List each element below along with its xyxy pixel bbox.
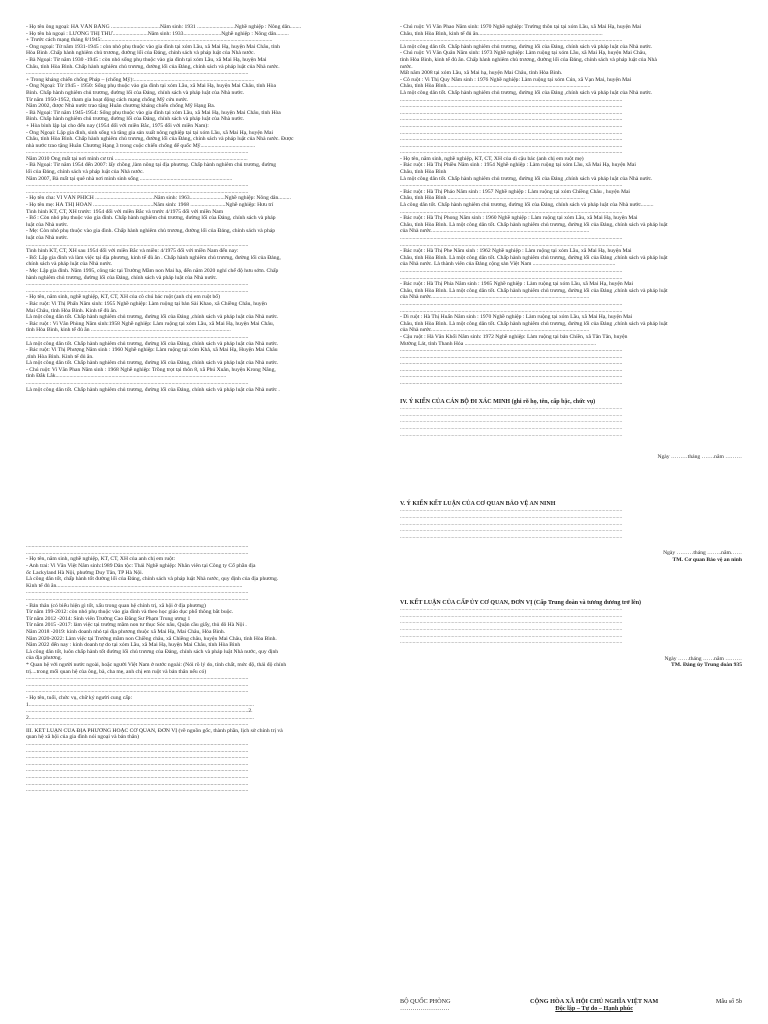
section-vi-title: VI. KẾT LUẬN CỦA CẤP ỦY CƠ QUAN, ĐƠN VỊ (Cấp Trung đoàn và tương đương trở lên) [400, 599, 642, 606]
text-line: ............................................................................................................................................................... [26, 589, 249, 596]
text-line: Năm 2018 -2019: kinh doanh nhỏ tại địa phương thuộc xã Mai Hạ, Mai Châu, Hòa Bình. [26, 628, 226, 635]
text-line: Tình hình KT, CT, XH trước: 1954 đối với miền Bắc và trước 4/1975 đối với miền Nam [26, 208, 224, 215]
text-line: Châu, tỉnh Hòa Bình. Là một công dân tốt. Chấp hành nghiêm chủ trương, đường lối của Đảng, chính sách và pháp luật [400, 221, 668, 228]
text-line: ............................................................................................................................................................... [400, 360, 623, 367]
text-line: Bình. Chấp hành nghiêm chủ trương, đường lối của Đảng, chính sách và pháp luật của Nhà nước. [26, 116, 245, 123]
dotted-line: ............................................................................................................................................................... [400, 606, 623, 613]
text-line: Là một công dân tốt. Chấp hành nghiêm chủ trương, đường lối của Đảng, chính sách và pháp luật của Nhà nước. [26, 340, 279, 347]
text-line: của Nhà nước................................................................................................................. [400, 228, 590, 235]
text-line: quan hệ xã hội của gia đình nói ngoại và bản thân) [26, 734, 139, 741]
text-line: - Bác ruột : Hà Thị Phong Năm sinh : 1960 Nghề nghiệp : Làm ruộng tại xóm Lầu, xã Mai Hạ, huyện Mai [400, 215, 638, 222]
republic-name: CỘNG HÒA XÃ HỘI CHỦ NGHĨA VIỆT NAM [530, 998, 659, 1005]
text-line: Mường Lát, tỉnh Thanh Hóa .............................................................................................. [400, 340, 597, 347]
text-line: luật của Nhà nước. [26, 235, 69, 241]
text-line: - Ông ngoại: Từ năm 1931-1945 : còn nhỏ phụ thuộc vào gia đình tại xóm Lầu, xã Mai Hạ, huyện Mai Châu, tỉnh [26, 43, 280, 50]
national-motto: Độc lập – Tự do – Hạnh phúc [555, 1005, 633, 1012]
text-line: Là một công dân tốt. Chấp hành nghiêm chủ trương, đường lối của Đảng ,chính sách và pháp luật của Nhà nước. [400, 89, 653, 96]
text-line: ............................................................................................................................................................... [400, 122, 623, 129]
text-line: Là công dân tốt, luôn chấp hành tốt đường lối chủ trương của Đảng, chính sách và pháp luật Nhà nước, quy định [26, 648, 279, 655]
text-line: ............................................................................................................................................................... [400, 149, 623, 156]
text-line: - Mẹ: Còn nhỏ phụ thuộc vào gia đình. Chấp hành nghiêm chủ trương, đường lối của Đảng, chính sách và pháp [26, 228, 276, 235]
text-line: của Nhà nước. Là thành viên của Đảng cộng sản Việt Nam ........................................................... [400, 261, 616, 268]
dotted-line: ............................................................................................................................................................... [400, 625, 623, 632]
text-line: - Bà Ngoại: Từ năm 1954 đến 2007: lấy chồng ,làm nông tại địa phương. Chấp hành nghiêm chủ trương, đường [26, 162, 277, 169]
text-line: Từ năm 199-2012: còn nhỏ phụ thuộc vào gia đình và theo học giáo dục phổ thông bắt buộc. [26, 609, 234, 616]
section-v-date: Ngày ………tháng ……..năm…… [663, 550, 742, 557]
text-line: Châu, tỉnh Hòa Bình. Chấp hành nghiêm chủ trương, đường lối của Đảng, chính sách và pháp luật của Nhà nước. [26, 63, 280, 70]
text-line: ............................................................................................................................................................... [26, 182, 249, 189]
text-line: - Bác ruột : Hà Thị Phiều Năm sinh : 1954 Nghề nghiệp : Làm ruộng tại xóm Lầu, xã Mai Hạ, huyện Mai [400, 162, 636, 169]
text-line: ............................................................................................................................................................... [400, 96, 623, 103]
text-line: - Cô ruột : Vi Thị Quy Năm sinh : 1976 Nghề nghiệp: Làm ruộng tại xóm Cún, xã Vạn Mai, huyện Mai [400, 76, 632, 83]
text-line: ............................................................................................................................................................... [26, 333, 249, 340]
text-line: Châu, tỉnh Hòa Bình. Là một công dân tốt. Chấp hành nghiêm chủ trương, đường lối của Đảng ,chính sách và pháp luật [400, 254, 668, 261]
text-line: tỉnh Đắk Lắk.......................................................................................................................... [26, 373, 227, 380]
text-line: ............................................................................................................................................................... [400, 353, 623, 360]
dotted-line: ............................................................................................................................................................... [400, 527, 623, 534]
text-line: + Trước cách mạng tháng 8/1945:.......................................................................................................................... [26, 37, 273, 44]
text-line: ............................................................................................................................................................... [400, 37, 623, 44]
dotted-line: ............................................................................................................................................................... [400, 520, 623, 527]
text-line: Từ năm 2012 -2014: Sinh viên Trường Cao Đẳng Sư Phạm Trung ương 1 [26, 615, 191, 622]
text-line: Là một công dân tốt. Chấp hành nghiêm chủ trương, đường lối của Đảng ,chính sách và pháp luật của Nhà nước. [26, 314, 279, 321]
text-line: Từ năm 1950-1952, tham gia hoạt động cách mạng chống Mỹ cứu nước. [26, 96, 189, 103]
section-v-signer: TM. Cơ quan Bảo vệ an ninh [672, 556, 742, 563]
text-line: - Chú ruột: Vi Văn Phao Năm sinh: 1970 Nghề nghiệp: Trường thôn tại tại xóm Lầu, xã Mai Hạ, huyện Mai [400, 24, 642, 30]
ministry-name: BỘ QUỐC PHÒNG [400, 998, 451, 1005]
dotted-line: ............................................................................................................................................................... [400, 418, 623, 425]
dotted-line: ............................................................................................................................................................... [400, 619, 623, 626]
text-line: - Họ tên bà ngoại : LƯƠNG THỊ THƯ.........................Năm sinh: 1933...........................Nghề nghiệp : Nông dân......... [26, 30, 289, 37]
text-line: Là công dân tốt. Chấp hành nghiêm chủ trương, đường lối của Đảng, chính sách và pháp luật của Nhà nước......... [400, 202, 654, 209]
text-line: - Mẹ: Lập gia đình. Năm 1995, công tác tại Trường Mầm non Mai hạ, đến năm 2020 nghỉ chế độ hưu sớm. Chấp [26, 267, 279, 274]
text-line: ............................................................................................................................................................... [400, 136, 623, 143]
text-line: Châu, tỉnh Hòa Bình. Chấp hành nghiêm chủ trương, đường lối của Đảng, chính sách và pháp luật của Nhà nước. Được [26, 136, 294, 143]
text-line: ...............................................................................................................................................................2. [26, 708, 253, 715]
text-line: Tình hình KT, CT, XH sau 1954 đối với miền Bắc và miền: 4/1975 đối với miền Nam đến nay: [26, 248, 239, 255]
text-line: Năm 2020-2022: Làm việc tại Trường mầm non Chiềng châu, xã Chiềng châu, huyện Mai Châu, tỉnh Hòa Bình. [26, 635, 277, 642]
text-line: ............................................................................................................................................................... [26, 688, 249, 695]
text-line: Năm 2010 Ông mất tại nơi mình cư trú ............................................................................................... [26, 155, 248, 162]
text-line: ............................................................................................................................................................... [26, 543, 249, 550]
text-line: - Chú ruột: Vi Văn Quân Năm sinh: 1973 Nghề nghiệp: Làm ruộng tại xóm Lầu, xã Mai Hạ, huyện Mai Châu, [400, 50, 647, 57]
text-line: lối của Đảng, chính sách và pháp luật của Nhà nước. [26, 169, 144, 176]
text-line: - Ông Ngoại: Lập gia đình, sinh sống và tăng gia sản xuất nông nghiệp tại tại xóm Lầu, xã Mai Hạ, huyện Mai [26, 129, 274, 136]
text-line: ............................................................................................................................................................... [26, 741, 249, 748]
text-line: - Họ tên mẹ: HÀ THỊ HOÀN ...........................................Năm sinh: 1968 .........................Nghề nghiệp: Hưu trí [26, 202, 274, 209]
left-column [26, 24, 370, 794]
text-line: 1................................................................................................................................................................. [26, 701, 254, 708]
text-line: Là một công dân tốt. Chấp hành nghiêm chủ trương, đường lối của Đảng ,chính sách và pháp luật của Nhà nước. [400, 175, 653, 182]
text-line: III. KẾT LUẬN CỦA ĐỊA PHƯƠNG HOẶC CƠ QUAN, ĐƠN VỊ (về nguồn gốc, thành phần, lịch sử chính trị và [26, 727, 283, 734]
text-line: - Chú ruột: Vi Văn Phan Năm sinh : 1968 Nghề nghiệp: Trồng trọt tại thôn 8, xã Phú Xuân, huyện Krong Năng, [26, 366, 276, 373]
text-line: - Bà Ngoại: Từ năm 1930 -1945 : còn nhỏ sống phụ thuộc vào gia đình tại xóm Lầu, xã Mai Hạ, huyện Mai [26, 56, 267, 63]
text-line: Từ năm 2015 -2017: làm việc tại trường mầm non tư thục Sóc nâu, Quận cầu giấy, thủ đô Hà Nội . [26, 622, 247, 629]
text-line: của Nhà nước................................................................................................................. [400, 294, 590, 301]
text-line: Châu, tỉnh Hòa Bình. Là một công dân tốt. Chấp hành nghiêm chủ trương, đường lối của Đảng ,chính sách và pháp luật [400, 320, 668, 327]
text-line: - Họ tên ông ngoại: HÀ VĂN BẰNG ...................................Năm sinh: 1931 ...........................Nghề nghiệp : Nông dân........ [26, 24, 302, 30]
text-line: ............................................................................................................................................................... [400, 347, 623, 354]
text-line: ............................................................................................................................................................... [26, 281, 249, 288]
text-line: Năm 2022 đến nay : kinh doanh tự do tại xóm Lầu, xã Mai Hạ, huyện Mai Châu, tỉnh Hòa Bình [26, 642, 241, 649]
text-line: của địa phương. [26, 655, 62, 662]
text-line: ............................................................................................................................................................... [26, 767, 249, 774]
text-line: ............................................................................................................................................................... [400, 373, 623, 380]
text-line: Châu, tỉnh Hòa Bình .................................................................................................. [400, 195, 585, 202]
text-line: nhà nước trao tặng Huân Chương Hạng 3 trong cuộc chiến chống đế quốc Mỹ....................................... [26, 142, 256, 149]
text-line: - Họ tên, năm sinh, nghề nghiệp, KT, CT, XH của dì cậu bác (anh chị em ruột mẹ) [400, 155, 584, 162]
text-line: - Họ tên, năm sinh, nghề nghiệp, KT, CT, XH của cô chú bác ruột (anh chị em ruột bố) [26, 294, 220, 301]
form-number: Mẫu số 5b [715, 998, 742, 1005]
text-line: ............................................................................................................................................................... [400, 109, 623, 116]
text-line: ............................................................................................................................................................... [26, 780, 249, 787]
text-line: Năm 2002, được Nhà nước trao tặng Huân chương kháng chiến chống Mỹ Hạng Ba. [26, 103, 216, 110]
text-line: hành nghiêm chủ trương, đường lối của Đảng, chính sách và pháp luật của Nhà nước. [26, 274, 218, 281]
section-vi-signer: TM. Đảng ủy Trung đoàn 935 [671, 662, 742, 669]
text-line: - Bố : Còn nhỏ phụ thuộc vào gia đình. Chấp hành nghiêm chủ trương, đường lối của Đảng, chính sách và pháp [26, 215, 276, 222]
dotted-line: ............................................................................................................................................................... [400, 639, 623, 646]
text-line: - Dì ruột : Hà Thị Huấn Năm sinh : 1970 Nghề nghiệp : Làm ruộng tại xóm Lầu, xã Mai Hạ, huyện Mai [400, 314, 633, 321]
text-line: Là một công dân tốt. Chấp hành nghiêm chủ trương, đường lối của Đảng, chính sách và pháp luật của Nhà nước. [400, 43, 653, 50]
text-line: Châu, tỉnh Hòa Bình, kinh tế đủ ăn......................................................................................... [400, 30, 603, 37]
text-line: ............................................................................................................................................................... [400, 116, 623, 123]
text-line: + Trong kháng chiến chống Pháp – (chống Mỹ):...................................................................................... [26, 76, 255, 83]
text-line: Là công dân tốt, chấp hành tốt đường lối của Đảng, chính sách và pháp luật Nhà nước, quy định của địa phương. [26, 576, 279, 583]
text-line: ............................................................................................................................................................... [26, 287, 249, 294]
text-line: ốc Lackyland Hà Nội, phường Duy Tân, TP Hà Nội. [26, 569, 144, 576]
text-line: Hòa Bình .Chấp hành nghiêm chủ trương, đường lối của Đảng, chính sách và pháp luật của Nhà nước. [26, 50, 255, 57]
text-line: ............................................................................................................................................................... [400, 103, 623, 110]
text-line: ............................................................................................................................................................... [400, 307, 623, 314]
dotted-line: ............................................................................................................................................................... [400, 507, 623, 514]
text-line: tỉnh Hòa Bình, kinh tế đủ ăn .................................................................................................... [26, 327, 231, 334]
dotted-line: ............................................................................................................................................................... [400, 533, 623, 540]
right-column [400, 24, 742, 669]
section-vi-date: Ngày ……tháng ……năm ……… [664, 655, 742, 662]
text-line: ............................................................................................................................................................... [26, 747, 249, 754]
text-line: Châu, tỉnh Hòa Bình. Là một công dân tốt. Chấp hành nghiêm chủ trương, đường lối của Đảng ,chính sách và pháp luật [400, 287, 668, 294]
text-line: - Bác ruột : Hà Thị Pháo Năm sinh : 1957 Nghề nghiệp : Làm ruộng tại xóm Chiềng Châu , huyện Mai [400, 188, 630, 195]
text-line: - Họ tên, năm sinh, nghề nghiệp, KT, CT, XH của anh chị em ruột: [26, 556, 176, 563]
section-v-title: V. Ý KIẾN KẾT LUẬN CỦA CƠ QUAN BẢO VỆ AN NINH [400, 500, 556, 507]
text-line: ............................................................................................................................................................... [26, 774, 249, 781]
right-column-lines [400, 24, 742, 387]
text-line: của Nhà nước................................................................................................................. [400, 327, 590, 334]
text-line: ............................................................................................................................................................... [400, 366, 623, 373]
text-line: Bình. Chấp hành nghiêm chủ trương, đường lối của Đảng, chính sách và pháp luật của Nhà nước. [26, 89, 245, 96]
text-line: - Anh trai: Vi Văn Việt Năm sinh:1989 Dân tộc: Thái Nghề nghiệp: Nhân viên tại Công ty Cổ phần địa [26, 563, 256, 570]
text-line: ............................................................................................................................................................... [26, 721, 249, 728]
text-line: ............................................................................................................................................................... [400, 274, 623, 281]
text-line: - Họ tên cha: VI VĂN PHÍCH ..........................................Năm sinh: 1963.........................Nghề nghiệp: Nông dân......... [26, 195, 291, 202]
text-line: chính sách và pháp luật của Nhà nước. [26, 261, 113, 268]
text-line: luật của Nhà nước. [26, 221, 69, 228]
text-line: - Bác ruột : Vi Văn Phùng Năm sinh:1958 Nghề nghiệp: Làm ruộng tại xóm Lầu, xã Mai Hạ, huyện Mai Châu, [26, 320, 275, 327]
text-line: ............................................................................................................................................................... [400, 142, 623, 149]
text-line: + Hòa bình lập lại cho đến nay (1954 đối với miền Bắc, 1975 đối với miền Nam): [26, 122, 209, 129]
text-line: Châu, tỉnh Hòa Bình....................................................................................................... [400, 83, 591, 90]
text-line: ............................................................................................................................................................... [400, 241, 623, 248]
text-line: - Bác ruột : Hà Thị Phia Năm sinh : 1965 Nghề nghiệp : Làm ruộng tại xóm Lầu, xã Mai Hạ, huyện Mai [400, 281, 634, 288]
text-line: Là một công dân tốt. Chấp hành nghiêm chủ trương, đường lối của Đảng, chính sách và pháp luật của Nhà nước. [26, 360, 279, 367]
text-line: Kinh tế đủ ăn..................................................................................................................................... [26, 582, 243, 589]
text-line: ............................................................................................................................................................... [400, 208, 623, 215]
text-line: - Họ tên, tuổi, chức vụ, chữ ký người cung cấp: [26, 694, 133, 701]
left-lower-lines [26, 543, 370, 794]
text-line: ............................................................................................................................................................... [400, 267, 623, 274]
text-line: ............................................................................................................................................................... [400, 182, 623, 189]
text-line: ............................................................................................................................................................... [26, 596, 249, 602]
dotted-line: ............................................................................................................................................................... [400, 425, 623, 432]
text-line: ............................................................................................................................................................... [26, 675, 249, 682]
text-line: Là một công dân tốt. Chấp hành nghiêm chủ trương, đường lối của Đảng, chính sách và pháp luật của Nhà nước . [26, 386, 280, 393]
text-line: ............................................................................................................................................................... [26, 188, 249, 195]
text-line: ............................................................................................................................................................... [400, 300, 623, 307]
text-line: - Bản thân (có biểu hiện gì tốt, xấu trong quan hệ chính trị, xã hội ở địa phương) [26, 602, 206, 609]
text-line: - Cậu ruột : Hà Văn Khối Năm sinh: 1972 Nghề nghiệp: Làm ruộng tại bản Chiền, xã Tân Tân, huyện [400, 333, 628, 340]
dotted-line: ............................................................................................................................................................... [400, 411, 623, 418]
text-line: ,tỉnh Hòa Bình. Kinh tế đủ ăn. [26, 353, 94, 360]
dotted-line: ............................................................................................................................................................... [400, 431, 623, 438]
left-blank-gap [26, 393, 370, 543]
dotted-line: ............................................................................................................................................................... [400, 514, 623, 520]
text-line: ............................................................................................................................................................... [400, 235, 623, 241]
text-line: ............................................................................................................................................................... [26, 760, 249, 767]
text-line: nước. [400, 63, 413, 70]
text-line: - Ông Ngoại: Từ 1945 - 1950: Sống phụ thuộc vào gia đình tại xóm Lầu, xã Mai Hạ, huyện Mai Châu, tỉnh Hòa [26, 83, 276, 90]
text-line: Mất năm 2008 tại xóm Lầu, xã Mai hạ, huyện Mai Châu, tỉnh Hòa Bình. [400, 70, 563, 77]
section-iv-title: IV. Ý KIẾN CỦA CÁN BỘ ĐI XÁC MINH (ghi rõ họ, tên, cấp bậc, chức vụ) [400, 398, 596, 405]
text-line: ............................................................................................................................................................... [26, 549, 249, 556]
text-line: ............................................................................................................................................................... [26, 380, 249, 387]
text-line: Mai Châu, tỉnh Hòa Bình. Kinh tế đủ ăn. [26, 307, 118, 314]
left-column-lines [26, 24, 370, 393]
dotted-line: ............................................................................................................................................................... [400, 632, 623, 639]
text-line: ............................................................................................................................................................... [26, 754, 249, 761]
dotted-line: ............................................................................................................................................................... [400, 612, 623, 619]
text-line: tỉnh Hòa Bình, kinh tế đủ ăn. Chấp hành nghiêm chủ trương, đường lối của Đảng, chính sách và pháp luật của Nhà [400, 56, 657, 63]
text-line: - Bố: Lập gia đình và làm việc tại địa phương, kinh tế đủ ăn . Chấp hành nghiêm chủ trương, đường lối của Đảng, [26, 254, 281, 261]
text-line: - Bác ruột: Vi Thị Phấn Năm sinh: 1955 Nghề nghiệp: Làm ruộng tại bản Sài Khao, xã Chiềng Châu, huyện [26, 300, 267, 307]
text-line: - Bác ruột: Vi Thị Phượng Năm sinh : 1960 Nghề nghiệp: Làm ruộng tại xóm Khả, xã Mai Hạ, Huyện Mai Châu [26, 347, 278, 354]
text-line: * Quan hệ với người nước ngoài, hoặc người Việt Nam ở nước ngoài: (Nói rõ lý do, tính chất, mức độ, thái độ chính [26, 661, 287, 668]
text-line: 2................................................................................................................................................................. [26, 714, 254, 721]
text-line: Châu, tỉnh Hòa Bình [400, 169, 447, 176]
text-line: trị....trong mối quan hệ của ông, bà, cha mẹ, anh chị em ruột và bản thân nếu có) [26, 668, 207, 675]
text-line: ............................................................................................................................................................... [26, 149, 249, 156]
text-line: - Bác ruột : Hà Thị Phe Năm sinh : 1962 Nghề nghiệp : Làm ruộng tại xóm Lầu, xã Mai Hạ, huyện Mai [400, 248, 632, 255]
text-line: Năm 2007, Bà mất tại quê nhà nơi mình sinh sống .................................................................. [26, 175, 233, 182]
text-line: ............................................................................................................................................................... [400, 380, 623, 387]
text-line: ............................................................................................................................................................... [26, 70, 249, 77]
dotted-line: ............................................................................................................................................................... [400, 405, 623, 412]
text-line: ............................................................................................................................................................... [26, 241, 249, 248]
ministry-dots: …………………… [400, 1005, 450, 1012]
text-line: ............................................................................................................................................................... [400, 129, 623, 136]
text-line: - Bà Ngoại: Từ năm 1945-1954: Sống phụ thuộc vào gia đình tại xóm Lầu, xã Mai Hạ, huyện Mai Châu, tỉnh Hòa [26, 109, 281, 116]
section-iv-date: Ngày ………tháng …….năm ……… [657, 454, 742, 461]
text-line: ............................................................................................................................................................... [26, 787, 249, 794]
text-line: ............................................................................................................................................................... [26, 681, 249, 688]
